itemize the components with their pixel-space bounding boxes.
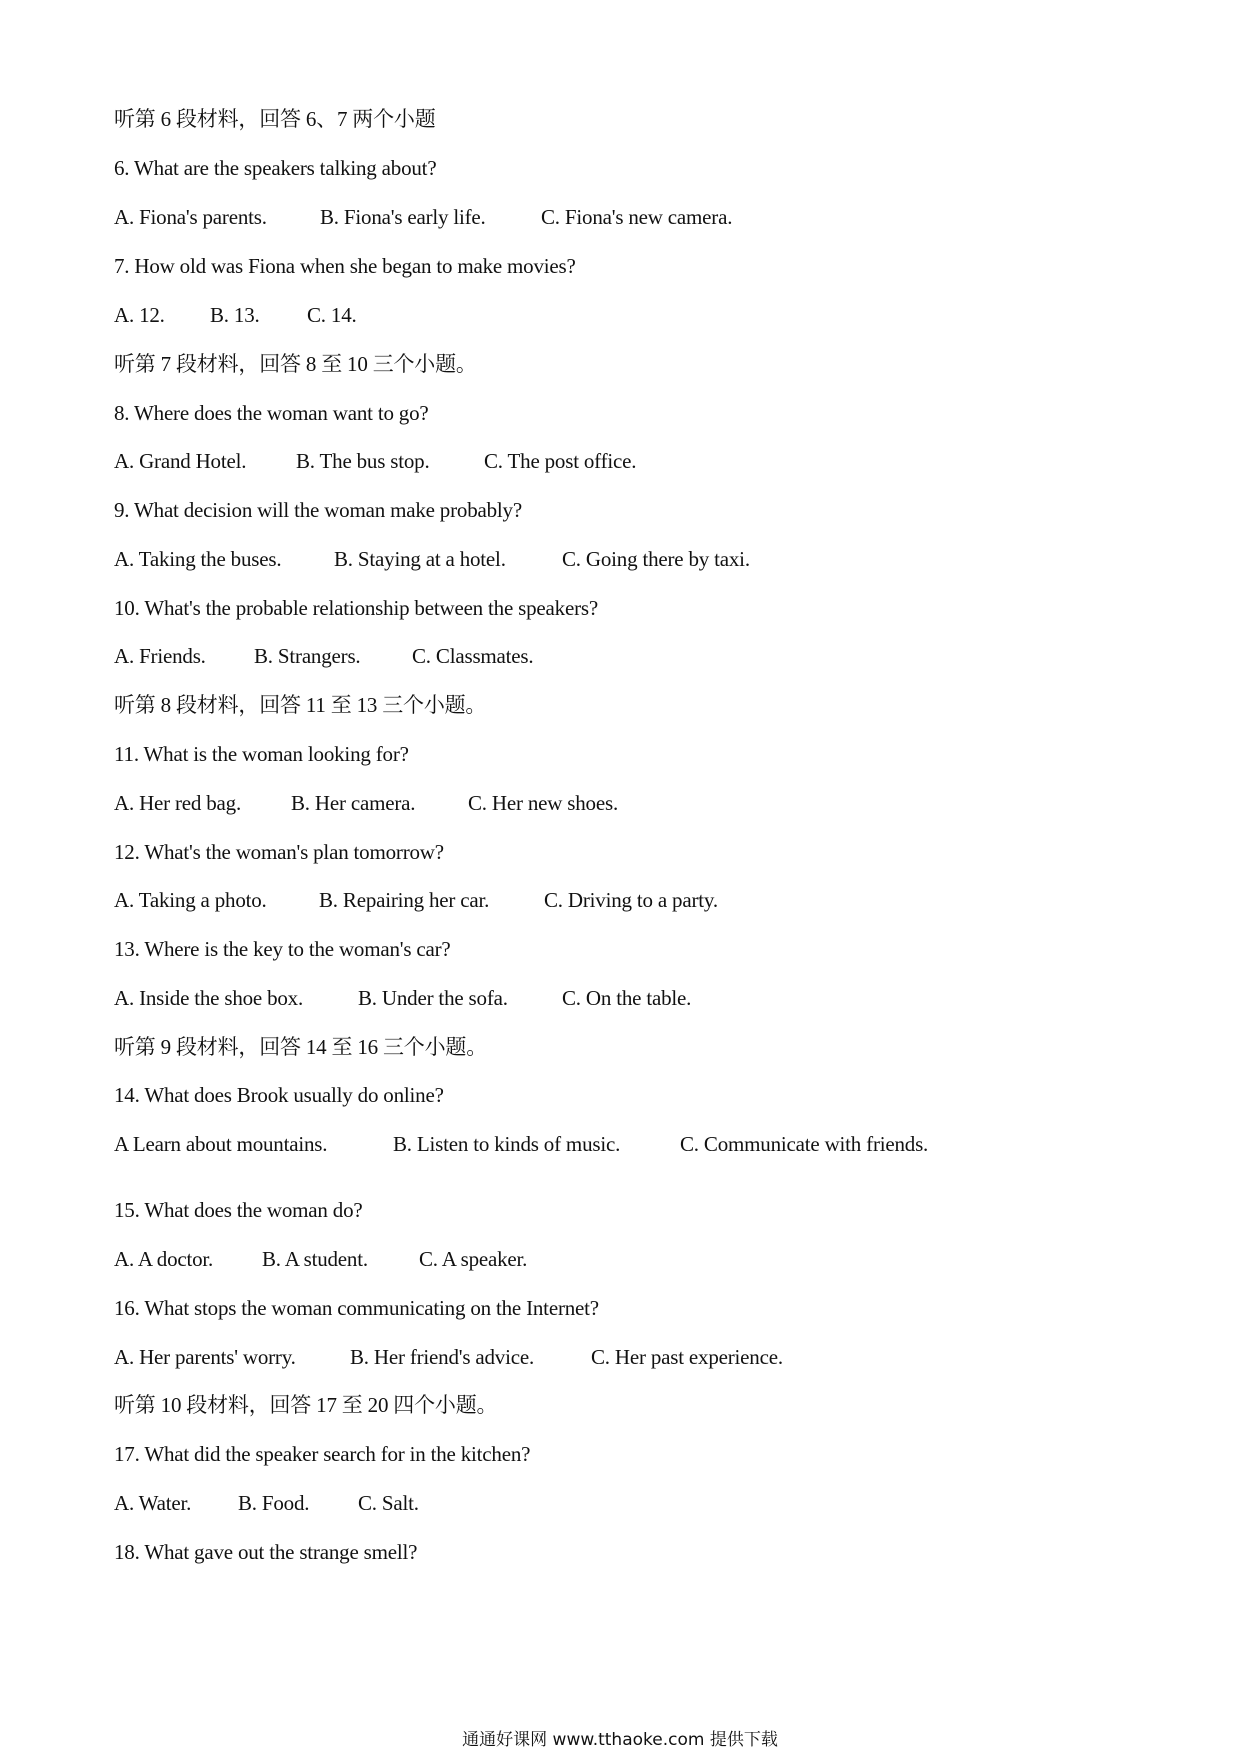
question-10: 10. What's the probable relationship between the speakers? — [114, 596, 598, 620]
question-12: 12. What's the woman's plan tomorrow? — [114, 840, 444, 864]
section-heading-6: 听第 6 段材料，回答 6、7 两个小题 — [114, 107, 436, 131]
q14-option-a: A Learn about mountains. — [114, 1132, 328, 1156]
q7-option-a: A. 12. — [114, 303, 165, 327]
q6-option-c: C. Fiona's new camera. — [541, 205, 733, 229]
q12-option-b: B. Repairing her car. — [319, 888, 490, 912]
q9-option-a: A. Taking the buses. — [114, 547, 282, 571]
q14-option-b: B. Listen to kinds of music. — [393, 1132, 621, 1156]
q8-option-c: C. The post office. — [484, 449, 637, 473]
question-16: 16. What stops the woman communicating on the Internet? — [114, 1296, 599, 1320]
q7-option-b: B. 13. — [210, 303, 260, 327]
page-footer: 通通好课网 www.tthaoke.com 提供下载 — [462, 1730, 778, 1750]
q10-option-a: A. Friends. — [114, 644, 206, 668]
question-17: 17. What did the speaker search for in the kitchen? — [114, 1442, 531, 1466]
q17-option-b: B. Food. — [238, 1491, 310, 1515]
q17-option-a: A. Water. — [114, 1491, 192, 1515]
q7-option-c: C. 14. — [307, 303, 357, 327]
question-8: 8. Where does the woman want to go? — [114, 401, 429, 425]
q15-option-a: A. A doctor. — [114, 1247, 214, 1271]
section-heading-8: 听第 8 段材料，回答 11 至 13 三个小题。 — [114, 693, 487, 717]
question-11: 11. What is the woman looking for? — [114, 742, 409, 766]
q16-option-b: B. Her friend's advice. — [350, 1345, 535, 1369]
q11-option-b: B. Her camera. — [291, 791, 416, 815]
q17-option-c: C. Salt. — [358, 1491, 419, 1515]
q14-option-c: C. Communicate with friends. — [680, 1132, 929, 1156]
question-13: 13. Where is the key to the woman's car? — [114, 937, 451, 961]
q12-option-c: C. Driving to a party. — [544, 888, 718, 912]
question-9: 9. What decision will the woman make probably? — [114, 498, 522, 522]
question-15: 15. What does the woman do? — [114, 1198, 363, 1222]
q13-option-c: C. On the table. — [562, 986, 692, 1010]
question-6: 6. What are the speakers talking about? — [114, 156, 437, 180]
q8-option-a: A. Grand Hotel. — [114, 449, 247, 473]
q16-option-a: A. Her parents' worry. — [114, 1345, 296, 1369]
q13-option-b: B. Under the sofa. — [358, 986, 508, 1010]
q12-option-a: A. Taking a photo. — [114, 888, 267, 912]
q10-option-b: B. Strangers. — [254, 644, 361, 668]
q9-option-c: C. Going there by taxi. — [562, 547, 750, 571]
q16-option-c: C. Her past experience. — [591, 1345, 783, 1369]
q9-option-b: B. Staying at a hotel. — [334, 547, 506, 571]
section-heading-10: 听第 10 段材料，回答 17 至 20 四个小题。 — [114, 1393, 498, 1417]
q15-option-c: C. A speaker. — [419, 1247, 528, 1271]
q10-option-c: C. Classmates. — [412, 644, 534, 668]
question-18: 18. What gave out the strange smell? — [114, 1540, 418, 1564]
question-7: 7. How old was Fiona when she began to make movies? — [114, 254, 576, 278]
section-heading-9: 听第 9 段材料，回答 14 至 16 三个小题。 — [114, 1035, 487, 1059]
q15-option-b: B. A student. — [262, 1247, 368, 1271]
q11-option-c: C. Her new shoes. — [468, 791, 618, 815]
question-14: 14. What does Brook usually do online? — [114, 1083, 444, 1107]
q8-option-b: B. The bus stop. — [296, 449, 430, 473]
q6-option-a: A. Fiona's parents. — [114, 205, 267, 229]
q6-option-b: B. Fiona's early life. — [320, 205, 486, 229]
section-heading-7: 听第 7 段材料，回答 8 至 10 三个小题。 — [114, 352, 477, 376]
q13-option-a: A. Inside the shoe box. — [114, 986, 304, 1010]
q11-option-a: A. Her red bag. — [114, 791, 242, 815]
